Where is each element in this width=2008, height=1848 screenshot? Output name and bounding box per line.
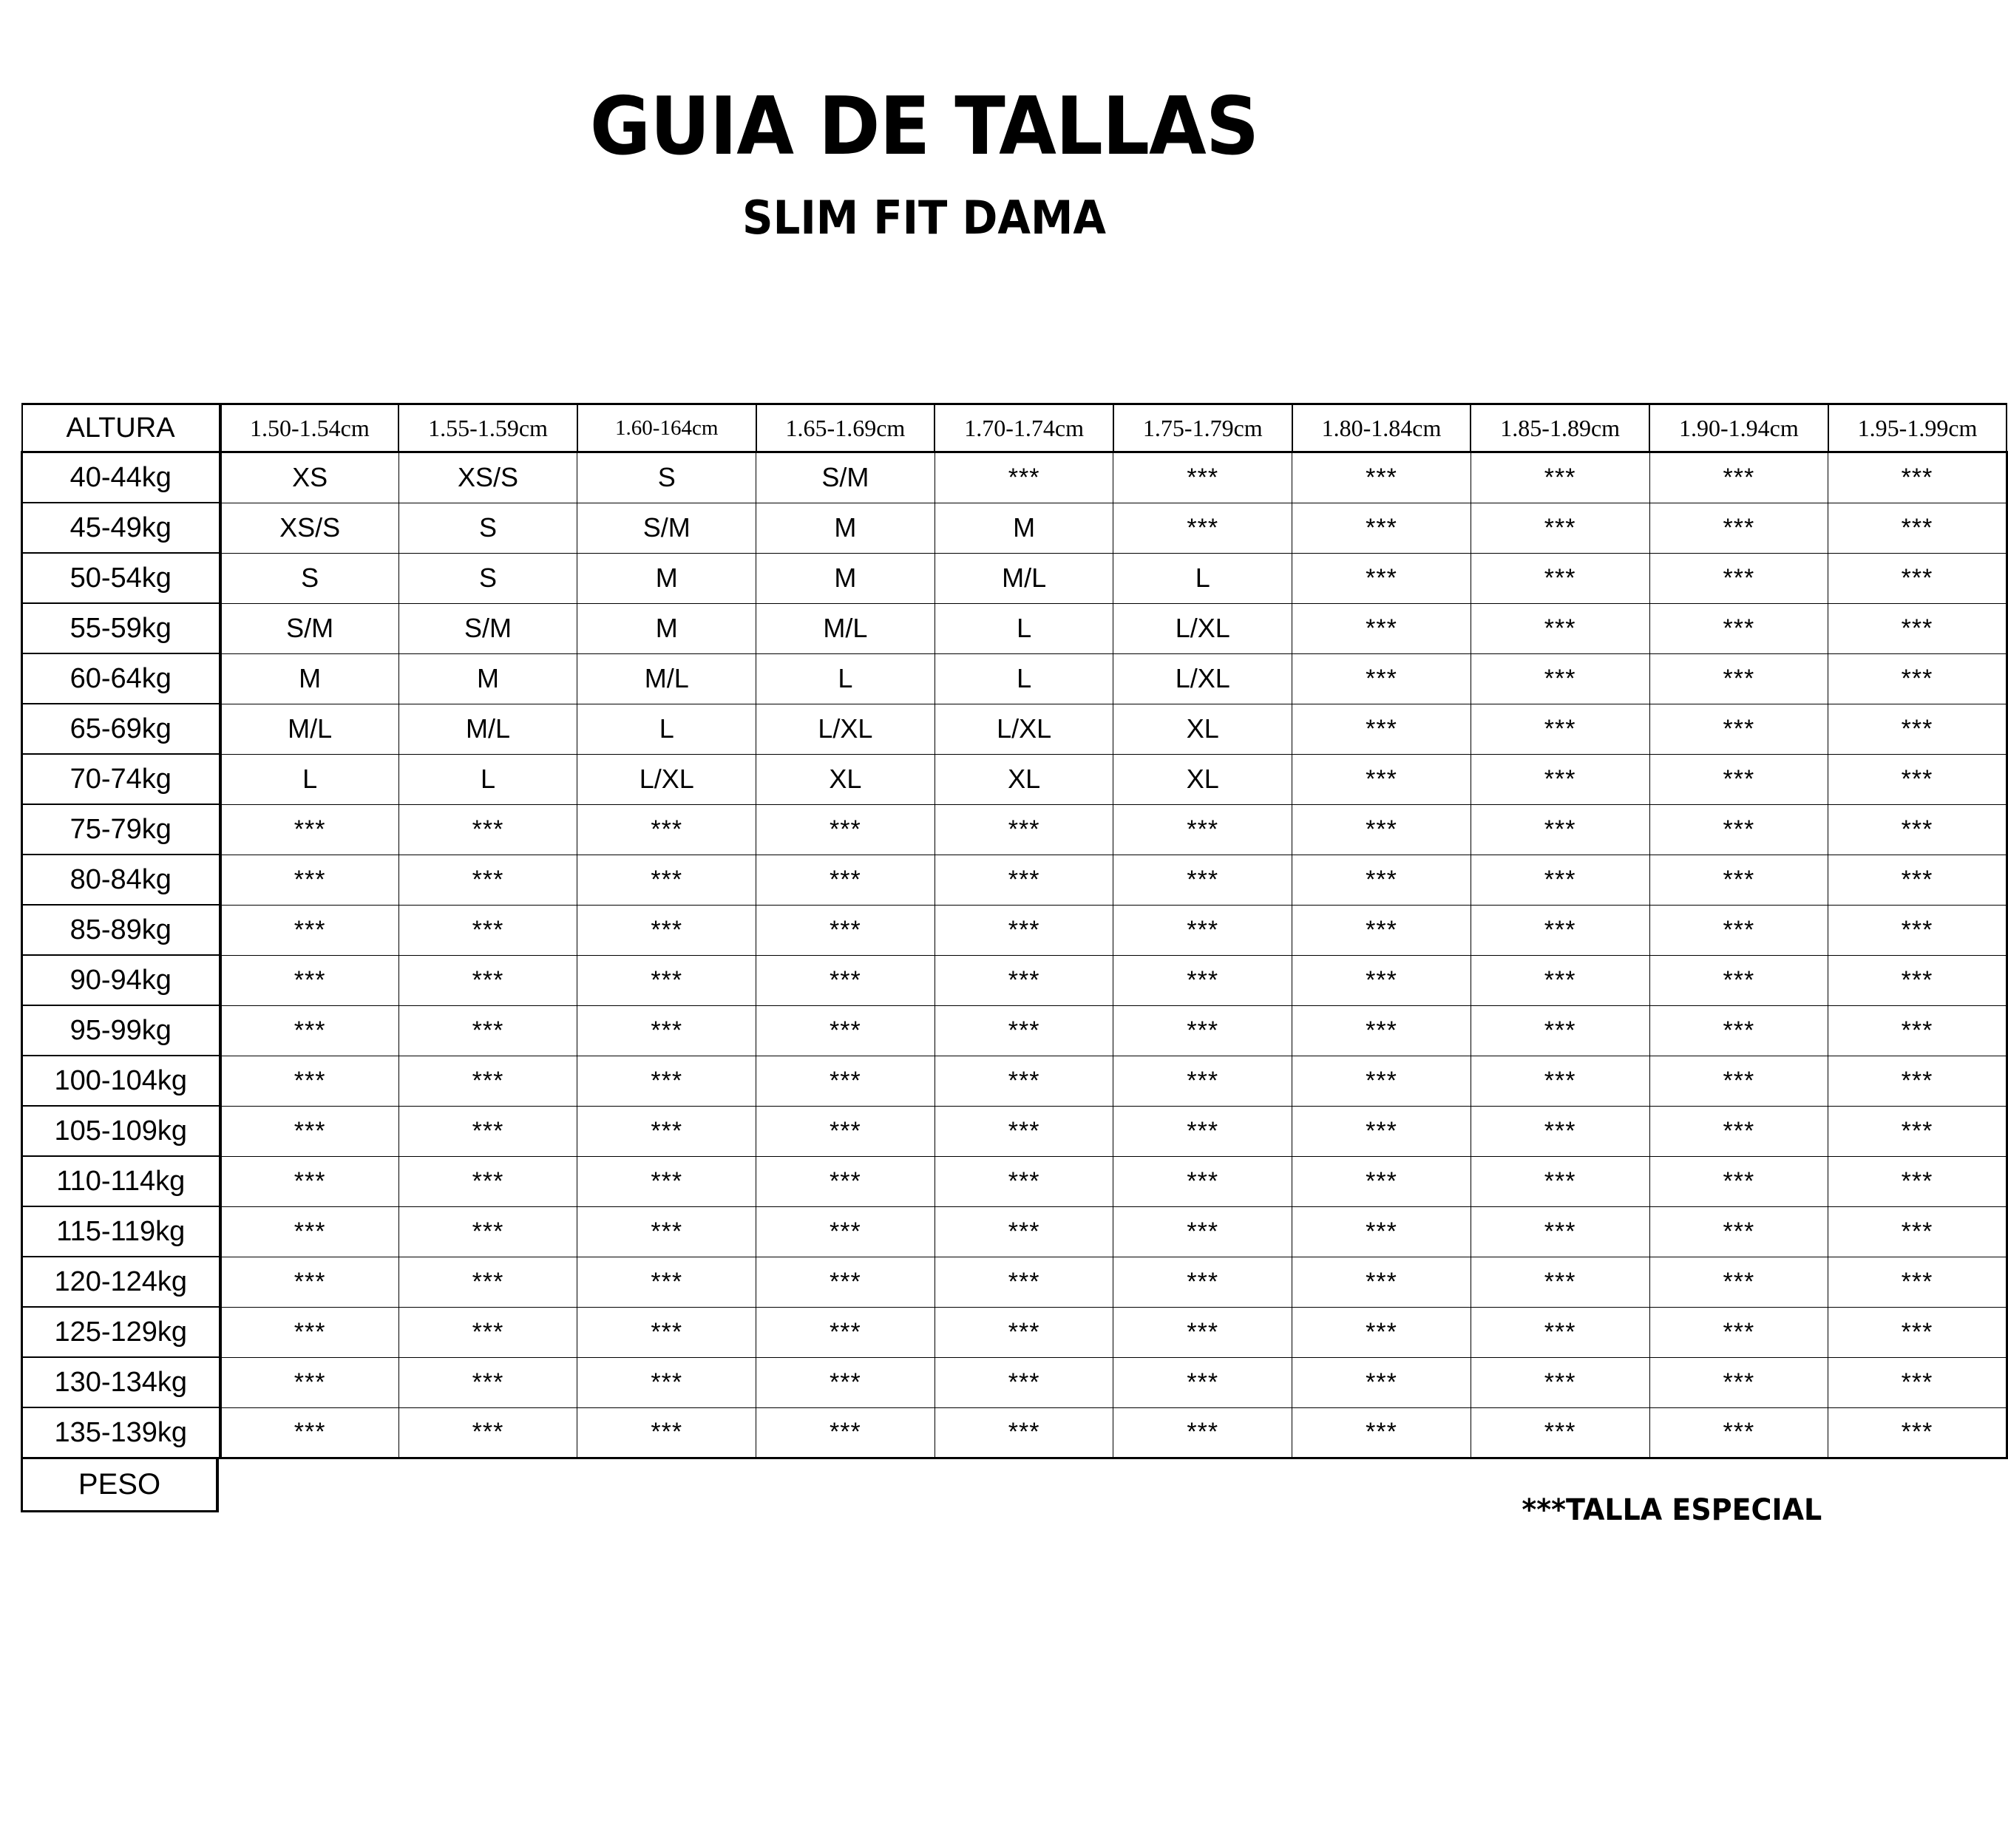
size-cell: *** bbox=[1471, 754, 1649, 804]
header-height-8: 1.90-1.94cm bbox=[1649, 404, 1828, 452]
row-label-weight: 75-79kg bbox=[22, 804, 220, 855]
size-cell: M bbox=[756, 503, 935, 553]
size-cell: *** bbox=[398, 1407, 577, 1458]
row-label-weight: 100-104kg bbox=[22, 1056, 220, 1106]
size-cell: *** bbox=[1471, 1357, 1649, 1407]
size-cell: *** bbox=[1828, 1257, 2007, 1307]
size-cell: *** bbox=[1292, 1005, 1471, 1056]
size-cell: *** bbox=[1113, 804, 1292, 855]
size-cell: L bbox=[1113, 553, 1292, 603]
size-cell: *** bbox=[220, 1357, 399, 1407]
size-cell: *** bbox=[1292, 553, 1471, 603]
size-cell: *** bbox=[398, 955, 577, 1005]
row-label-weight: 50-54kg bbox=[22, 553, 220, 603]
size-cell: *** bbox=[1471, 553, 1649, 603]
size-cell: *** bbox=[756, 1156, 935, 1206]
size-cell: *** bbox=[220, 905, 399, 955]
size-cell: *** bbox=[1471, 603, 1649, 653]
size-cell: M bbox=[756, 553, 935, 603]
size-cell: *** bbox=[1292, 1357, 1471, 1407]
table-body bbox=[22, 452, 2007, 1458]
size-cell: *** bbox=[398, 1257, 577, 1307]
size-cell: *** bbox=[220, 1005, 399, 1056]
size-cell: *** bbox=[935, 955, 1113, 1005]
size-cell: *** bbox=[1292, 603, 1471, 653]
size-cell: *** bbox=[577, 1407, 756, 1458]
size-cell: *** bbox=[1649, 905, 1828, 955]
size-cell: M bbox=[220, 653, 399, 704]
size-cell: *** bbox=[935, 1307, 1113, 1357]
size-cell: *** bbox=[577, 1206, 756, 1257]
size-cell: *** bbox=[1828, 503, 2007, 553]
size-cell: *** bbox=[1471, 1005, 1649, 1056]
size-cell: *** bbox=[1292, 1407, 1471, 1458]
title-block bbox=[0, 0, 1848, 245]
size-cell: *** bbox=[1471, 704, 1649, 754]
size-cell: *** bbox=[1649, 1357, 1828, 1407]
size-cell: *** bbox=[1113, 1005, 1292, 1056]
size-cell: *** bbox=[1471, 1407, 1649, 1458]
size-cell: *** bbox=[220, 1206, 399, 1257]
size-cell: *** bbox=[1113, 955, 1292, 1005]
size-cell: *** bbox=[1649, 704, 1828, 754]
size-cell: *** bbox=[1113, 1407, 1292, 1458]
size-cell: *** bbox=[577, 1357, 756, 1407]
size-cell: *** bbox=[756, 1106, 935, 1156]
size-cell: *** bbox=[1828, 1005, 2007, 1056]
size-cell: *** bbox=[1649, 754, 1828, 804]
header-height-6: 1.80-1.84cm bbox=[1292, 404, 1471, 452]
size-cell: *** bbox=[1471, 1257, 1649, 1307]
size-cell: *** bbox=[1292, 855, 1471, 905]
size-cell: *** bbox=[1649, 955, 1828, 1005]
size-cell: *** bbox=[1649, 1056, 1828, 1106]
header-altura: ALTURA bbox=[22, 404, 220, 452]
size-cell: *** bbox=[1113, 1307, 1292, 1357]
row-label-weight: 135-139kg bbox=[22, 1407, 220, 1458]
table-row bbox=[22, 553, 2007, 603]
table-row bbox=[22, 603, 2007, 653]
size-cell: *** bbox=[220, 1407, 399, 1458]
size-cell: *** bbox=[756, 1257, 935, 1307]
size-cell: *** bbox=[1292, 704, 1471, 754]
size-cell: L bbox=[220, 754, 399, 804]
size-cell: *** bbox=[398, 905, 577, 955]
header-height-0: 1.50-1.54cm bbox=[220, 404, 399, 452]
header-height-2: 1.60-164cm bbox=[577, 404, 756, 452]
row-label-weight: 60-64kg bbox=[22, 653, 220, 704]
size-cell: *** bbox=[756, 1056, 935, 1106]
size-cell: *** bbox=[1471, 955, 1649, 1005]
row-label-weight: 85-89kg bbox=[22, 905, 220, 955]
size-cell: S/M bbox=[220, 603, 399, 653]
size-cell: *** bbox=[935, 855, 1113, 905]
size-cell: S bbox=[398, 553, 577, 603]
size-cell: M bbox=[935, 503, 1113, 553]
size-cell: *** bbox=[398, 1156, 577, 1206]
size-cell: *** bbox=[1649, 653, 1828, 704]
size-cell: *** bbox=[1649, 603, 1828, 653]
size-cell: XS/S bbox=[398, 452, 577, 503]
size-cell: *** bbox=[1292, 1257, 1471, 1307]
size-cell: *** bbox=[935, 1357, 1113, 1407]
row-label-weight: 55-59kg bbox=[22, 603, 220, 653]
row-label-weight: 40-44kg bbox=[22, 452, 220, 503]
size-cell: *** bbox=[1292, 653, 1471, 704]
size-cell: *** bbox=[935, 1056, 1113, 1106]
size-cell: *** bbox=[1113, 1206, 1292, 1257]
table-row bbox=[22, 1257, 2007, 1307]
size-cell: XS/S bbox=[220, 503, 399, 553]
size-cell: *** bbox=[1471, 452, 1649, 503]
table-row bbox=[22, 1357, 2007, 1407]
size-cell: *** bbox=[935, 1156, 1113, 1206]
row-label-weight: 65-69kg bbox=[22, 704, 220, 754]
size-cell: *** bbox=[577, 1106, 756, 1156]
size-cell: M bbox=[398, 653, 577, 704]
header-height-1: 1.55-1.59cm bbox=[398, 404, 577, 452]
size-cell: L bbox=[756, 653, 935, 704]
size-cell: M/L bbox=[756, 603, 935, 653]
table-row bbox=[22, 1106, 2007, 1156]
size-cell: *** bbox=[220, 1056, 399, 1106]
header-height-4: 1.70-1.74cm bbox=[935, 404, 1113, 452]
size-cell: XL bbox=[935, 754, 1113, 804]
size-cell: *** bbox=[1828, 1156, 2007, 1206]
table-row bbox=[22, 1206, 2007, 1257]
size-cell: *** bbox=[756, 1206, 935, 1257]
size-cell: *** bbox=[1113, 452, 1292, 503]
size-cell: *** bbox=[1292, 1307, 1471, 1357]
size-cell: *** bbox=[1113, 1257, 1292, 1307]
row-label-weight: 80-84kg bbox=[22, 855, 220, 905]
size-cell: *** bbox=[577, 855, 756, 905]
row-label-weight: 90-94kg bbox=[22, 955, 220, 1005]
size-cell: *** bbox=[577, 804, 756, 855]
table-row bbox=[22, 754, 2007, 804]
size-cell: *** bbox=[1292, 905, 1471, 955]
size-cell: *** bbox=[1292, 754, 1471, 804]
size-cell: S bbox=[398, 503, 577, 553]
size-cell: *** bbox=[1649, 855, 1828, 905]
size-cell: S/M bbox=[577, 503, 756, 553]
table-row bbox=[22, 855, 2007, 905]
size-cell: *** bbox=[756, 905, 935, 955]
size-cell: *** bbox=[1828, 704, 2007, 754]
size-cell: *** bbox=[1292, 1206, 1471, 1257]
table-head bbox=[22, 404, 2007, 452]
page-subtitle: SLIM FIT DAMA bbox=[742, 191, 1106, 245]
row-label-weight: 110-114kg bbox=[22, 1156, 220, 1206]
row-label-weight: 45-49kg bbox=[22, 503, 220, 553]
size-cell: *** bbox=[756, 804, 935, 855]
size-cell: *** bbox=[1471, 855, 1649, 905]
size-cell: *** bbox=[1649, 1156, 1828, 1206]
size-cell: *** bbox=[1471, 905, 1649, 955]
size-cell: *** bbox=[220, 1156, 399, 1206]
size-cell: *** bbox=[935, 804, 1113, 855]
size-cell: L/XL bbox=[1113, 603, 1292, 653]
size-cell: *** bbox=[220, 1106, 399, 1156]
size-cell: *** bbox=[1828, 452, 2007, 503]
table-row bbox=[22, 804, 2007, 855]
table-row bbox=[22, 1056, 2007, 1106]
table-row bbox=[22, 1307, 2007, 1357]
size-cell: *** bbox=[1113, 905, 1292, 955]
size-cell: S bbox=[220, 553, 399, 603]
size-cell: *** bbox=[756, 1407, 935, 1458]
table-row bbox=[22, 704, 2007, 754]
size-cell: *** bbox=[1828, 804, 2007, 855]
size-cell: *** bbox=[1828, 905, 2007, 955]
size-cell: *** bbox=[398, 1357, 577, 1407]
row-label-weight: 105-109kg bbox=[22, 1106, 220, 1156]
size-cell: L/XL bbox=[935, 704, 1113, 754]
size-cell: *** bbox=[935, 1257, 1113, 1307]
size-cell: *** bbox=[398, 1056, 577, 1106]
size-cell: M/L bbox=[577, 653, 756, 704]
size-cell: *** bbox=[398, 1005, 577, 1056]
size-cell: *** bbox=[1113, 503, 1292, 553]
size-cell: L bbox=[935, 653, 1113, 704]
size-cell: *** bbox=[935, 1106, 1113, 1156]
size-cell: *** bbox=[756, 955, 935, 1005]
size-cell: *** bbox=[1828, 553, 2007, 603]
size-cell: *** bbox=[220, 855, 399, 905]
size-cell: M/L bbox=[935, 553, 1113, 603]
header-height-7: 1.85-1.89cm bbox=[1471, 404, 1649, 452]
row-label-weight: 95-99kg bbox=[22, 1005, 220, 1056]
page-title: GUIA DE TALLAS bbox=[589, 81, 1259, 173]
size-cell: *** bbox=[1471, 804, 1649, 855]
table-row bbox=[22, 452, 2007, 503]
size-cell: *** bbox=[756, 1307, 935, 1357]
row-label-weight: 120-124kg bbox=[22, 1257, 220, 1307]
size-cell: *** bbox=[935, 905, 1113, 955]
size-cell: *** bbox=[398, 1206, 577, 1257]
size-cell: *** bbox=[1292, 503, 1471, 553]
size-cell: *** bbox=[756, 1005, 935, 1056]
size-cell: *** bbox=[1113, 1106, 1292, 1156]
size-cell: *** bbox=[1471, 503, 1649, 553]
row-label-weight: 70-74kg bbox=[22, 754, 220, 804]
size-cell: *** bbox=[935, 1206, 1113, 1257]
size-cell: *** bbox=[1828, 1056, 2007, 1106]
size-cell: *** bbox=[1471, 653, 1649, 704]
size-cell: XL bbox=[1113, 754, 1292, 804]
size-cell: S/M bbox=[756, 452, 935, 503]
row-label-weight: 130-134kg bbox=[22, 1357, 220, 1407]
table-row bbox=[22, 1156, 2007, 1206]
size-cell: *** bbox=[1828, 1206, 2007, 1257]
header-height-3: 1.65-1.69cm bbox=[756, 404, 935, 452]
size-cell: *** bbox=[935, 1005, 1113, 1056]
size-cell: *** bbox=[1113, 1156, 1292, 1206]
size-table-wrap bbox=[21, 403, 1978, 1527]
size-cell: *** bbox=[398, 1106, 577, 1156]
size-cell: *** bbox=[756, 1357, 935, 1407]
size-cell: *** bbox=[398, 1307, 577, 1357]
size-cell: M/L bbox=[398, 704, 577, 754]
size-cell: *** bbox=[1471, 1206, 1649, 1257]
table-row bbox=[22, 1005, 2007, 1056]
size-cell: *** bbox=[1649, 553, 1828, 603]
table-row bbox=[22, 653, 2007, 704]
size-cell: *** bbox=[1471, 1056, 1649, 1106]
size-cell: *** bbox=[1649, 1005, 1828, 1056]
table-footer-row bbox=[21, 1459, 1828, 1527]
size-cell: *** bbox=[1471, 1307, 1649, 1357]
row-label-weight: 125-129kg bbox=[22, 1307, 220, 1357]
size-cell: *** bbox=[1113, 1056, 1292, 1106]
size-cell: L/XL bbox=[1113, 653, 1292, 704]
size-cell: *** bbox=[1828, 855, 2007, 905]
size-cell: *** bbox=[398, 804, 577, 855]
size-cell: *** bbox=[1828, 754, 2007, 804]
size-cell: *** bbox=[1828, 1357, 2007, 1407]
footer-peso-label: PESO bbox=[21, 1459, 219, 1512]
size-cell: *** bbox=[1828, 955, 2007, 1005]
size-cell: *** bbox=[577, 955, 756, 1005]
size-cell: L bbox=[398, 754, 577, 804]
size-cell: *** bbox=[1113, 1357, 1292, 1407]
size-cell: *** bbox=[1292, 804, 1471, 855]
size-cell: *** bbox=[220, 955, 399, 1005]
size-cell: *** bbox=[1471, 1106, 1649, 1156]
size-cell: M bbox=[577, 603, 756, 653]
size-cell: *** bbox=[398, 855, 577, 905]
size-cell: *** bbox=[935, 452, 1113, 503]
size-cell: *** bbox=[220, 804, 399, 855]
size-cell: *** bbox=[1292, 1106, 1471, 1156]
size-cell: L bbox=[935, 603, 1113, 653]
size-cell: *** bbox=[1828, 1106, 2007, 1156]
size-cell: *** bbox=[577, 1005, 756, 1056]
size-cell: *** bbox=[577, 1056, 756, 1106]
row-label-weight: 115-119kg bbox=[22, 1206, 220, 1257]
table-row bbox=[22, 503, 2007, 553]
size-cell: *** bbox=[1828, 1407, 2007, 1458]
size-cell: S/M bbox=[398, 603, 577, 653]
size-cell: *** bbox=[577, 1156, 756, 1206]
size-cell: L bbox=[577, 704, 756, 754]
size-cell: *** bbox=[1292, 452, 1471, 503]
size-cell: *** bbox=[577, 905, 756, 955]
size-cell: *** bbox=[1828, 653, 2007, 704]
header-height-5: 1.75-1.79cm bbox=[1113, 404, 1292, 452]
table-row bbox=[22, 1407, 2007, 1458]
table-row bbox=[22, 955, 2007, 1005]
table-row bbox=[22, 905, 2007, 955]
size-cell: L/XL bbox=[756, 704, 935, 754]
special-size-note: ***TALLA ESPECIAL bbox=[1522, 1493, 1822, 1527]
size-cell: *** bbox=[220, 1307, 399, 1357]
size-cell: S bbox=[577, 452, 756, 503]
size-cell: *** bbox=[577, 1257, 756, 1307]
header-row bbox=[22, 404, 2007, 452]
size-cell: *** bbox=[1649, 1307, 1828, 1357]
header-height-9: 1.95-1.99cm bbox=[1828, 404, 2007, 452]
size-cell: M bbox=[577, 553, 756, 603]
size-cell: *** bbox=[756, 855, 935, 905]
size-cell: *** bbox=[1649, 1106, 1828, 1156]
size-cell: *** bbox=[577, 1307, 756, 1357]
size-cell: *** bbox=[935, 1407, 1113, 1458]
size-cell: *** bbox=[1471, 1156, 1649, 1206]
size-cell: *** bbox=[1649, 1206, 1828, 1257]
size-cell: *** bbox=[1828, 603, 2007, 653]
size-cell: *** bbox=[1292, 1056, 1471, 1106]
size-cell: *** bbox=[1828, 1307, 2007, 1357]
size-cell: XL bbox=[1113, 704, 1292, 754]
size-cell: *** bbox=[1649, 1407, 1828, 1458]
size-table bbox=[21, 403, 2008, 1459]
size-cell: *** bbox=[1292, 955, 1471, 1005]
size-cell: *** bbox=[1649, 452, 1828, 503]
size-cell: *** bbox=[1113, 855, 1292, 905]
size-cell: *** bbox=[1649, 1257, 1828, 1307]
size-cell: L/XL bbox=[577, 754, 756, 804]
size-cell: XL bbox=[756, 754, 935, 804]
size-cell: *** bbox=[1649, 804, 1828, 855]
size-cell: *** bbox=[1292, 1156, 1471, 1206]
size-cell: *** bbox=[1649, 503, 1828, 553]
size-cell: *** bbox=[220, 1257, 399, 1307]
size-cell: XS bbox=[220, 452, 399, 503]
size-cell: M/L bbox=[220, 704, 399, 754]
